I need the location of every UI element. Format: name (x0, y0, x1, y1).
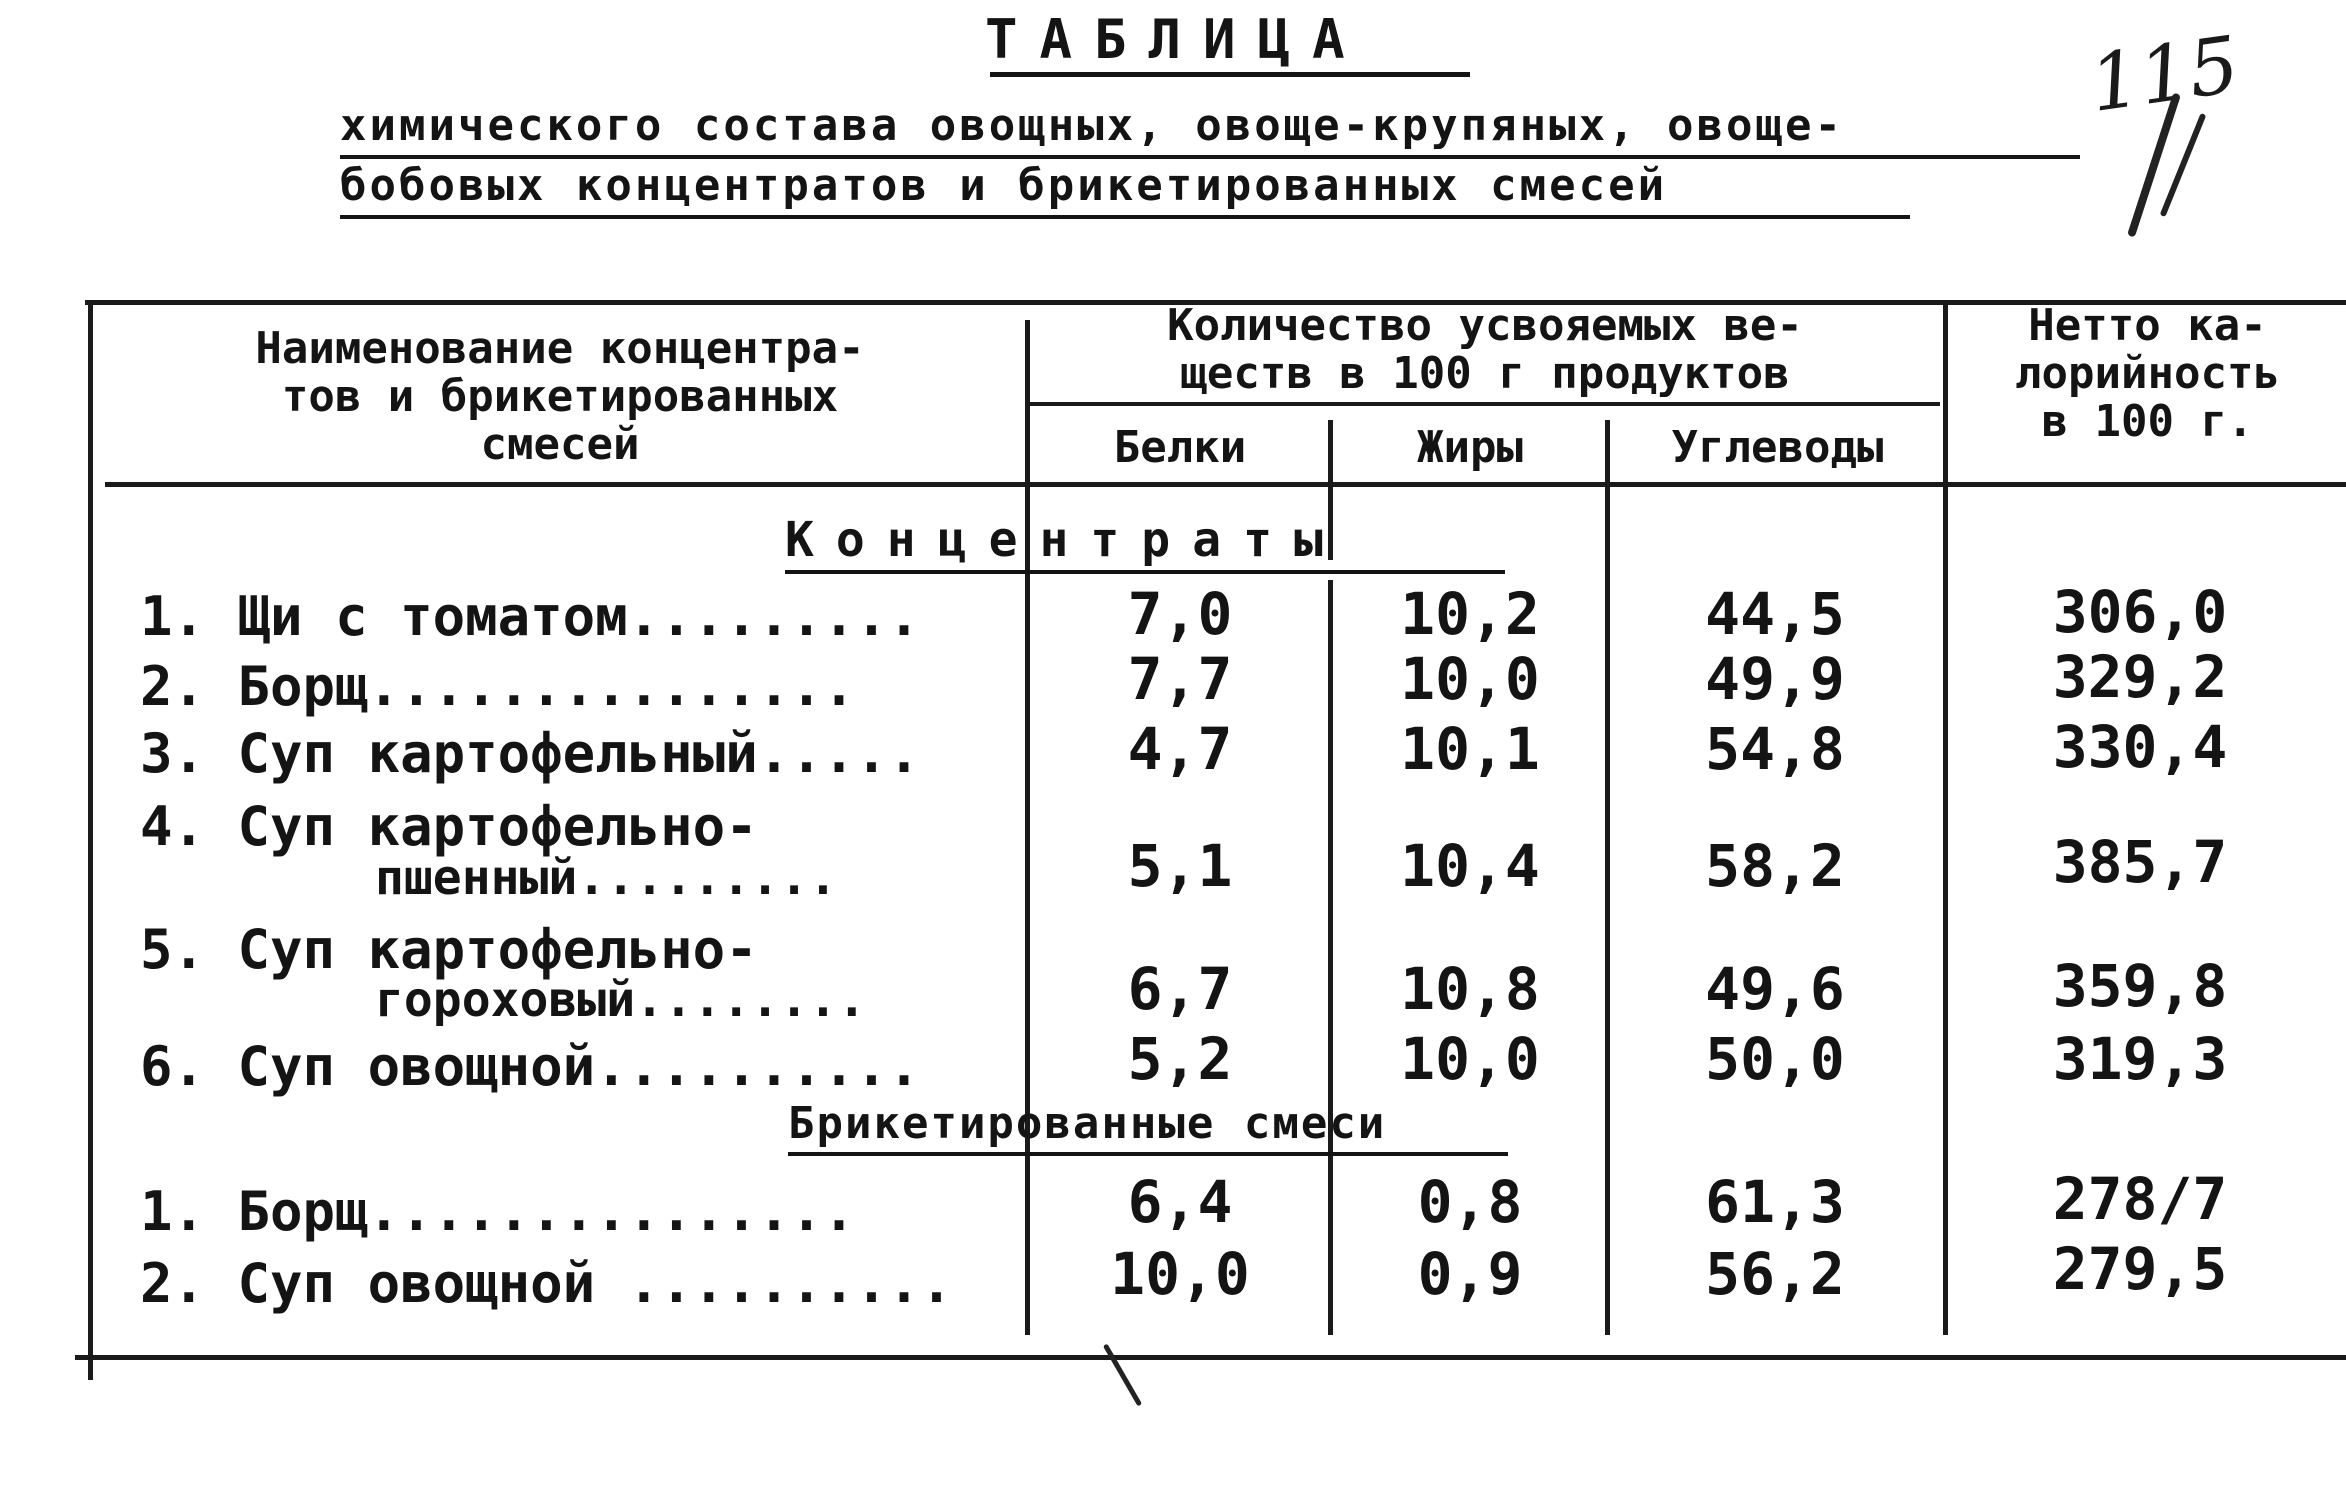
col-header-group (1035, 302, 1935, 398)
row-calories: 306,0 (2052, 578, 2228, 646)
section-underline-briquettes (788, 1152, 1508, 1156)
row-calories: 279,5 (2052, 1235, 2228, 1303)
pen-mark (1103, 1343, 1142, 1406)
row-protein: 6,7 (1127, 955, 1233, 1023)
document-subtitle-line2: бобовых концентратов и брикетированных смесей (340, 160, 1668, 211)
row-protein: 10,0 (1110, 1240, 1250, 1308)
col-header-name-line3: смесей (480, 419, 640, 470)
row-carbs: 49,9 (1705, 645, 1845, 713)
header-bottom-border (105, 482, 2346, 487)
col-header-carbs: Углеводы (1671, 422, 1884, 473)
row-fat: 10,0 (1400, 1025, 1540, 1093)
row-protein: 5,2 (1127, 1025, 1233, 1093)
row-name-continuation: гороховый........ (375, 972, 867, 1028)
col-header-fat: Жиры (1417, 422, 1523, 473)
group-header-divider (1025, 402, 1940, 406)
row-fat: 0,9 (1417, 1240, 1523, 1308)
col-header-name-line2: тов и брикетированных (281, 371, 839, 422)
row-calories: 330,4 (2052, 713, 2228, 781)
document-subtitle-line1: химического состава овощных, овоще-крупяных, овоще- (340, 100, 1845, 151)
col-header-protein: Белки (1113, 422, 1247, 473)
table-left-border (88, 300, 93, 1380)
row-name: 1. Щи с томатом......... (140, 585, 921, 648)
row-name: 3. Суп картофельный..... (140, 722, 921, 785)
section-underline-concentrates (785, 570, 1505, 574)
row-calories: 278/7 (2052, 1165, 2228, 1233)
row-name: 6. Суп овощной.......... (140, 1035, 921, 1098)
row-carbs: 58,2 (1705, 832, 1845, 900)
document-title: ТАБЛИЦА (985, 8, 1367, 71)
col-divider-carbs (1943, 305, 1948, 1335)
row-carbs: 44,5 (1705, 580, 1845, 648)
row-carbs: 54,8 (1705, 715, 1845, 783)
section-heading-concentrates: Концентраты (785, 512, 1345, 568)
row-carbs: 56,2 (1705, 1240, 1845, 1308)
row-protein: 5,1 (1127, 832, 1233, 900)
row-fat: 10,2 (1400, 580, 1540, 648)
col-header-group-line1: Количество усвояемых ве- (1167, 300, 1803, 351)
row-calories: 319,3 (2052, 1025, 2228, 1093)
row-fat: 0,8 (1417, 1168, 1523, 1236)
row-fat: 10,8 (1400, 955, 1540, 1023)
row-protein: 6,4 (1127, 1168, 1233, 1236)
col-header-calories-line3: в 100 г. (2041, 396, 2254, 447)
col-header-group-line2: ществ в 100 г продуктов (1180, 348, 1790, 399)
row-name-continuation: пшенный......... (375, 850, 838, 906)
row-fat: 10,1 (1400, 715, 1540, 783)
col-header-calories (1955, 302, 2340, 446)
col-header-calories-line1: Нетто ка- (2028, 300, 2267, 351)
row-calories: 385,7 (2052, 828, 2228, 896)
row-carbs: 50,0 (1705, 1025, 1845, 1093)
row-carbs: 61,3 (1705, 1168, 1845, 1236)
col-header-calories-line2: лорийность (2015, 348, 2280, 399)
row-protein: 4,7 (1127, 715, 1233, 783)
row-name: 2. Суп овощной .......... (140, 1252, 953, 1315)
row-name: 5. Суп картофельно- (140, 918, 758, 981)
page-number: 115 (2084, 20, 2245, 130)
row-fat: 10,0 (1400, 645, 1540, 713)
row-protein: 7,0 (1127, 580, 1233, 648)
row-name: 1. Борщ............... (140, 1180, 856, 1243)
table-bottom-border (75, 1355, 2346, 1360)
row-carbs: 49,6 (1705, 955, 1845, 1023)
col-header-name (110, 325, 1010, 469)
row-calories: 359,8 (2052, 952, 2228, 1020)
subtitle-underline-1 (340, 155, 2080, 159)
row-name: 2. Борщ............... (140, 655, 856, 718)
row-name: 4. Суп картофельно- (140, 795, 758, 858)
subtitle-underline-2 (340, 215, 1910, 219)
row-calories: 329,2 (2052, 643, 2228, 711)
col-header-name-line1: Наименование концентра- (255, 323, 865, 374)
section-heading-briquettes: Брикетированные смеси (788, 1098, 1387, 1149)
title-underline (990, 72, 1470, 77)
row-fat: 10,4 (1400, 832, 1540, 900)
row-protein: 7,7 (1127, 645, 1233, 713)
